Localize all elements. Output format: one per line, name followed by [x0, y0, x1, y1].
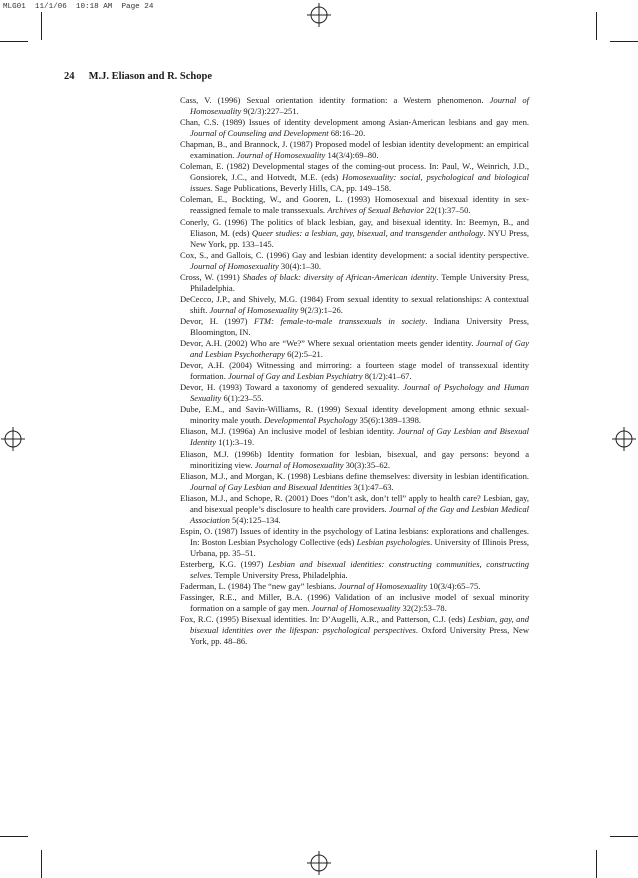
reference-entry: [180, 161, 529, 194]
reference-citation-details: 8(1/2):41–67.: [362, 371, 412, 382]
reference-entry: [180, 382, 529, 404]
reference-citation-details: 9(2/3):1–26.: [298, 304, 343, 315]
reference-entry: [180, 614, 529, 647]
reference-source-title: Journal of Gay Lesbian and Bisexual Identity: [190, 426, 529, 448]
reference-citation-details: Sage Publications, Beverly Hills, CA, pp. 149–158.: [212, 183, 392, 194]
reference-text: Coleman, E. (1982) Developmental stages of the coming-out process. In: Paul, W., Weinrich, J.D., Gonsiorek, J.C., and Hotvedt, M.E. (eds): [180, 161, 529, 183]
reference-entry: [180, 559, 529, 581]
reference-source-title: Lesbian, gay, and bisexual identities over the lifespan: psychological perspectives: [190, 614, 530, 636]
reference-entry: [180, 581, 529, 592]
reference-text: DeCecco, J.P., and Shively, M.G. (1984) From sexual identity to sexual relationships: A contextual shift.: [180, 293, 529, 315]
reference-text: Eliason, M.J., and Morgan, K. (1998) Lesbians define themselves: diversity in lesbian identification.: [180, 470, 529, 481]
reference-citation-details: 5(4):125–134.: [229, 514, 281, 525]
reference-citation-details: 1(1):3–19.: [216, 437, 255, 448]
registration-mark-right-icon: [612, 427, 636, 451]
reference-text: Devor, H. (1993) Toward a taxonomy of gendered sexuality.: [180, 382, 404, 393]
reference-source-title: Journal of Homosexuality: [311, 603, 401, 614]
reference-entry: [180, 471, 529, 493]
reference-entry: [180, 449, 529, 471]
reference-entry: [180, 217, 529, 250]
reference-citation-details: 3(1):47–63.: [351, 481, 394, 492]
reference-source-title: Developmental Psychology: [264, 415, 358, 426]
reference-entry: [180, 95, 529, 117]
reference-text: Conerly, G. (1996) The politics of black lesbian, gay, and bisexual identity. In: Beemyn, B., and Eliason, M. (eds): [180, 216, 529, 238]
reference-source-title: Journal of Homosexuality: [190, 95, 529, 117]
reference-source-title: Queer studies: a lesbian, gay, bisexual, and transgender anthology: [251, 227, 484, 238]
reference-text: Cass, V. (1996) Sexual orientation identity formation: a Western phenomenon.: [180, 95, 490, 105]
registration-mark-left-icon: [1, 427, 25, 451]
reference-citation-details: 14(3/4):69–80.: [325, 150, 379, 161]
crop-mark-top-right-h: [610, 41, 638, 42]
reference-entry: [180, 194, 529, 216]
reference-text: Faderman, L. (1984) The “new gay” lesbians.: [180, 581, 339, 592]
reference-text: Fox, R.C. (1995) Bisexual identities. In: D’Augelli, A.R., and Patterson, C.J. (eds): [180, 614, 468, 625]
reference-source-title: Journal of the Gay and Lesbian Medical Association: [190, 503, 529, 525]
reference-source-title: Lesbian and bisexual identities: constructing communities, constructing selves.: [190, 558, 530, 581]
reference-text: Eliason, M.J., and Schope, R. (2001) Does “don’t ask, don’t tell” apply to health care? Lesbian, gay, and bisexual people’s disclosure to health care providers.: [180, 492, 529, 514]
reference-source-title: Journal of Homosexuality: [209, 304, 299, 315]
running-head: [64, 71, 212, 82]
reference-text: Dube, E.M., and Savin-Williams, R. (1999) Sexual identity development among ethnic sexual-minority male youth.: [180, 404, 529, 426]
reference-citation-details: 30(3):35–62.: [343, 459, 391, 470]
reference-entry: [180, 526, 529, 559]
reference-source-title: Archives of Sexual Behavior: [327, 205, 424, 216]
reference-citation-details: 9(2/3):227–251.: [241, 106, 299, 117]
crop-mark-bottom-left-v: [41, 850, 42, 878]
crop-mark-bottom-right-v: [596, 850, 597, 878]
reference-entry: [180, 316, 529, 338]
reference-entry: [180, 426, 529, 448]
reference-entry: [180, 493, 529, 526]
reference-text: Esterberg, K.G. (1997): [180, 558, 268, 569]
reference-source-title: Homosexuality: social, psychological and biological issues.: [190, 172, 529, 194]
reference-text: Chapman, B., and Brannock, J. (1987) Proposed model of lesbian identity development: an empirical examination.: [180, 139, 529, 161]
page-number: 24: [64, 71, 75, 82]
reference-entry: [180, 139, 529, 161]
crop-mark-top-left-v: [41, 12, 42, 40]
reference-text: Cox, S., and Gallois, C. (1996) Gay and lesbian identity development: a social identity perspective.: [180, 249, 529, 260]
reference-entry: [180, 272, 529, 294]
reference-text: Cross, W. (1991): [180, 271, 243, 282]
reference-citation-details: 22(1):37–50.: [423, 205, 471, 216]
reference-citation-details: . Temple University Press, Philadelphia.: [190, 271, 529, 293]
reference-list: [180, 95, 529, 647]
crop-mark-top-left-h: [0, 41, 28, 42]
reference-source-title: Journal of Gay and Lesbian Psychotherapy: [190, 338, 529, 360]
reference-text: Chan, C.S. (1989) Issues of identity development among Asian-American lesbians and gay men.: [180, 117, 529, 128]
reference-citation-details: 35(6):1389–1398.: [357, 415, 421, 426]
reference-text: Devor, A.H. (2004) Witnessing and mirroring: a fourteen stage model of transsexual identity formation.: [180, 360, 529, 382]
reference-entry: [180, 250, 529, 272]
reference-source-title: Journal of Homosexuality: [338, 581, 428, 592]
reference-source-title: Journal of Gay and Lesbian Psychiatry: [227, 371, 363, 382]
reference-citation-details: . NYU Press, New York, pp. 133–145.: [190, 227, 530, 249]
reference-source-title: Journal of Gay Lesbian and Bisexual Identities: [190, 481, 352, 492]
reference-text: Espin, O. (1987) Issues of identity in the psychology of Latina lesbians: explorations and challenges. In: Boston Lesbian Psychology Collective (eds): [180, 525, 529, 547]
crop-mark-bottom-left-h: [0, 836, 28, 837]
reference-source-title: FTM: female-to-male transsexuals in society: [254, 315, 426, 326]
reference-citation-details: . University of Illinois Press, Urbana, pp. 35–51.: [190, 536, 529, 558]
reference-citation-details: 6(1):23–55.: [221, 393, 264, 404]
print-slug: MLG01 11/1/06 10:18 AM Page 24: [3, 3, 154, 11]
reference-source-title: Journal of Homosexuality: [190, 260, 279, 271]
reference-citation-details: Temple University Press, Philadelphia.: [212, 570, 348, 581]
registration-mark-bottom-icon: [307, 851, 331, 875]
reference-citation-details: 32(2):53–78.: [400, 603, 447, 614]
reference-entry: [180, 360, 529, 382]
reference-citation-details: . Oxford University Press, New York, pp. 48–86.: [190, 625, 529, 647]
reference-source-title: Lesbian psychologies: [356, 536, 431, 547]
crop-mark-bottom-right-h: [610, 836, 638, 837]
reference-citation-details: 30(4):1–30.: [278, 260, 322, 271]
reference-source-title: Journal of Homosexuality: [236, 150, 326, 161]
reference-text: Eliason, M.J. (1996a) An inclusive model of lesbian identity.: [180, 426, 398, 437]
reference-text: Coleman, E., Bockting, W., and Gooren, L. (1993) Homosexual and bisexual identity in sex-reassigned female to male transsexuals.: [180, 194, 529, 216]
reference-citation-details: . Indiana University Press, Bloomington, IN.: [190, 315, 529, 337]
reference-source-title: Journal of Homosexuality: [254, 459, 344, 470]
reference-source-title: Journal of Psychology and Human Sexuality: [190, 382, 529, 404]
reference-entry: [180, 404, 529, 426]
crop-mark-top-right-v: [596, 12, 597, 40]
running-head-authors: M.J. Eliason and R. Schope: [88, 71, 213, 82]
reference-source-title: Shades of black: diversity of African-American identity: [242, 271, 437, 282]
reference-text: Eliason, M.J. (1996b) Identity formation for lesbian, bisexual, and gay persons: beyond a minoritizing view.: [180, 448, 529, 470]
registration-mark-top-icon: [307, 3, 331, 27]
reference-entry: [180, 592, 529, 614]
reference-text: Devor, H. (1997): [180, 315, 255, 326]
reference-text: Fassinger, R.E., and Miller, B.A. (1996) Validation of an inclusive model of sexual minority formation on a sample of gay men.: [180, 592, 529, 614]
reference-entry: [180, 294, 529, 316]
reference-citation-details: 68:16–20.: [328, 128, 366, 139]
reference-citation-details: 10(3/4):65–75.: [427, 581, 481, 592]
reference-citation-details: 6(2):5–21.: [284, 349, 323, 360]
reference-entry: [180, 338, 529, 360]
reference-source-title: Journal of Counseling and Development: [190, 128, 329, 139]
reference-entry: [180, 117, 529, 139]
reference-text: Devor, A.H. (2002) Who are “We?” Where sexual orientation meets gender identity.: [180, 338, 477, 349]
